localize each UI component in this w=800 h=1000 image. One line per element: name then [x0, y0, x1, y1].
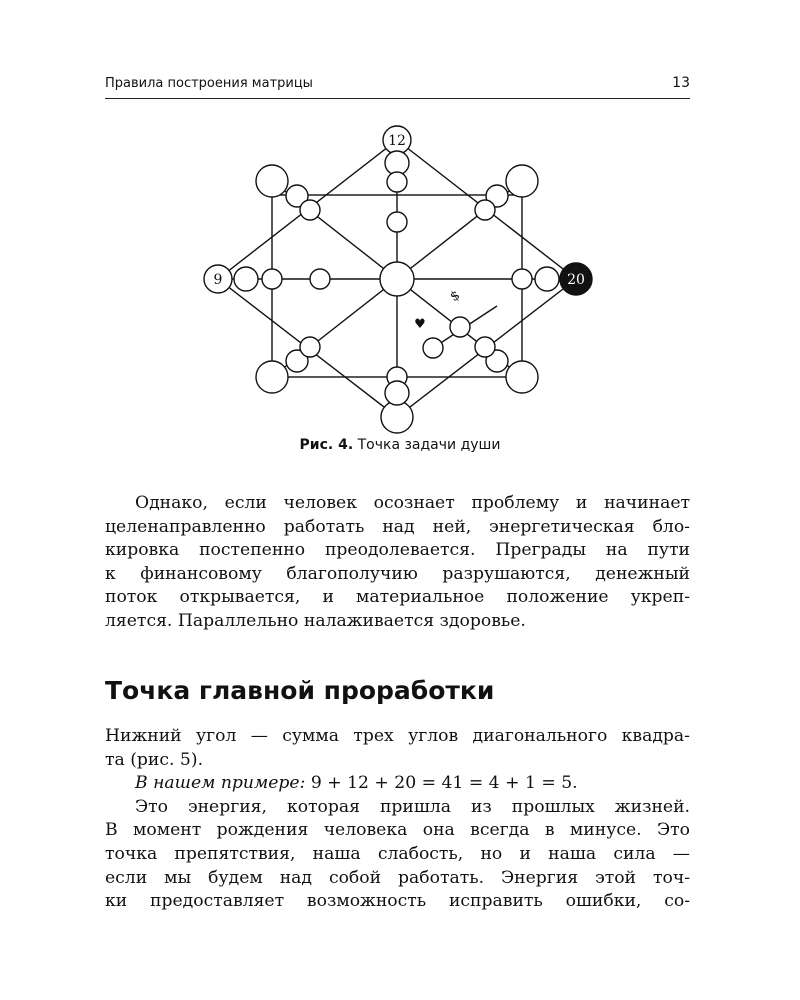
text-line: если мы будем над собой работать. Энергия этой точ- [105, 867, 690, 888]
top-inner-node-2 [387, 172, 407, 192]
example-formula: 9 + 12 + 20 = 41 = 4 + 1 = 5. [305, 773, 578, 794]
text-line: Нижний угол — сумма трех углов диагонального квадра- [105, 726, 690, 746]
diag-tr-node-2 [475, 200, 495, 220]
diag-br-node-2 [475, 337, 495, 357]
corner-bottom-left [256, 361, 288, 393]
right-node-label: 20 [567, 272, 585, 288]
text-line: к финансовому благополучию разрушаются, денежный [105, 563, 690, 584]
left-node-label: 9 [213, 272, 223, 288]
dollar-icon: $ [447, 287, 463, 305]
figure-caption [0, 437, 800, 453]
page-number: 13 [672, 75, 690, 91]
header-title: Правила построения матрицы [105, 76, 313, 91]
text-line: Однако, если человек осознает проблему и начинает [135, 493, 690, 513]
text-line: В момент рождения человека она всегда в минусе. Это [105, 820, 690, 841]
example-label: В нашем примере: [135, 773, 306, 794]
bottom-node [381, 401, 413, 433]
text-line: ляется. Параллельно налаживается здоровье. [105, 610, 526, 631]
section-heading: Точка главной проработки [105, 676, 495, 705]
text-line: кировка постепенно преодолевается. Преграды на пути [105, 540, 690, 561]
text-line: целенаправленно работать над ней, энергетическая бло- [105, 516, 690, 537]
matrix-diagram [0, 0, 800, 440]
money-line-center-node [450, 317, 470, 337]
text-line: та (рис. 5). [105, 749, 204, 770]
love-line-node [423, 338, 443, 358]
corner-top-left [256, 165, 288, 197]
diag-tl-node-2 [300, 200, 320, 220]
bottom-inner-node-1 [385, 381, 409, 405]
example-line [105, 772, 690, 796]
caption-text: Точка задачи души [353, 437, 501, 453]
right-inner-node-1 [535, 267, 559, 291]
text-line: точка препятствия, наша слабость, но и наша сила — [105, 843, 690, 864]
text-line: ки предоставляет возможность исправить ошибки, со- [105, 891, 690, 912]
center-node [380, 262, 414, 296]
corner-top-right [506, 165, 538, 197]
left-inner-node-2 [262, 269, 282, 289]
paragraph-2 [105, 725, 690, 914]
right-inner-node-2 [512, 269, 532, 289]
text-line: поток открывается, и материальное положение укреп- [105, 587, 690, 608]
left-inner-node-3 [310, 269, 330, 289]
corner-bottom-right [506, 361, 538, 393]
paragraph-1 [105, 492, 690, 634]
left-inner-node-1 [234, 267, 258, 291]
caption-label: Рис. 4. [299, 437, 354, 453]
text-line: Это энергия, которая пришла из прошлых жизней. [135, 796, 690, 817]
diag-bl-node-2 [300, 337, 320, 357]
top-inner-node-3 [387, 212, 407, 232]
top-node-label: 12 [388, 133, 406, 149]
heart-icon: ♥ [414, 317, 426, 332]
